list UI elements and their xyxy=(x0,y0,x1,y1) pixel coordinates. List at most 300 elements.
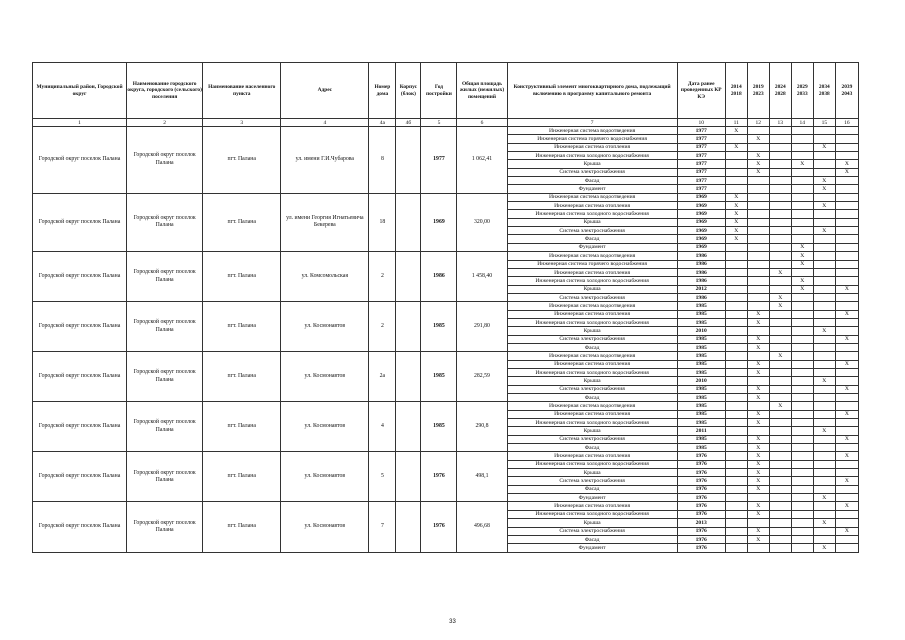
previous-repair-date-cell: 1976 xyxy=(677,452,725,460)
header-area: Общая площадь жилых (нежилых) помещений xyxy=(457,63,507,119)
period-mark-cell xyxy=(769,385,791,393)
period-mark-cell: X xyxy=(835,335,858,343)
period-mark-cell xyxy=(769,135,791,143)
period-mark-cell xyxy=(813,535,835,543)
structural-element-cell: Инженерная система отопления xyxy=(507,268,677,276)
period-mark-cell xyxy=(747,143,769,151)
period-mark-cell xyxy=(791,485,813,493)
period-mark-cell xyxy=(813,444,835,452)
district-cell: Городской округ поселок Палана xyxy=(33,252,127,302)
previous-repair-date-cell: 1976 xyxy=(677,460,725,468)
previous-repair-date-cell: 1986 xyxy=(677,252,725,260)
structural-element-cell: Инженерная система отопления xyxy=(507,360,677,368)
period-mark-cell xyxy=(835,277,858,285)
period-mark-cell xyxy=(791,210,813,218)
period-mark-cell xyxy=(835,127,858,135)
period-mark-cell xyxy=(747,519,769,527)
period-mark-cell xyxy=(791,419,813,427)
period-mark-cell: X xyxy=(747,360,769,368)
period-mark-cell xyxy=(813,419,835,427)
period-mark-cell: X xyxy=(813,544,835,552)
period-mark-cell: X xyxy=(747,135,769,143)
structural-element-cell: Инженерная система холодного водоснабжения xyxy=(507,277,677,285)
structural-element-cell: Фундамент xyxy=(507,544,677,552)
locality-cell: пгт. Палана xyxy=(203,502,281,552)
period-mark-cell xyxy=(769,452,791,460)
period-mark-cell: X xyxy=(747,435,769,443)
table-row xyxy=(33,402,859,410)
period-mark-cell: X xyxy=(835,385,858,393)
period-mark-cell xyxy=(813,193,835,201)
period-mark-cell xyxy=(791,460,813,468)
period-mark-cell xyxy=(769,335,791,343)
block-cell xyxy=(396,127,421,194)
previous-repair-date-cell: 1977 xyxy=(677,160,725,168)
previous-repair-date-cell: 1985 xyxy=(677,394,725,402)
period-mark-cell: X xyxy=(813,185,835,193)
column-number: 4б xyxy=(396,119,421,127)
column-number: 4а xyxy=(369,119,396,127)
period-mark-cell xyxy=(813,235,835,243)
period-mark-cell: X xyxy=(725,210,747,218)
period-mark-cell xyxy=(835,227,858,235)
period-mark-cell xyxy=(791,477,813,485)
period-mark-cell xyxy=(769,243,791,251)
period-mark-cell xyxy=(769,494,791,502)
previous-repair-date-cell: 1976 xyxy=(677,502,725,510)
header-structural-element: Конструктивный элемент многоквартирного дома, подлежащий включению в программу капитального ремонта xyxy=(507,63,677,119)
period-mark-cell xyxy=(791,360,813,368)
header-period-2: 2019 2023 xyxy=(747,63,769,119)
period-mark-cell xyxy=(813,268,835,276)
period-mark-cell xyxy=(725,435,747,443)
capital-repair-program-sheet xyxy=(32,62,859,553)
period-mark-cell xyxy=(769,510,791,518)
previous-repair-date-cell: 1977 xyxy=(677,135,725,143)
period-mark-cell xyxy=(747,243,769,251)
period-mark-cell xyxy=(835,494,858,502)
period-mark-cell: X xyxy=(747,477,769,485)
period-mark-cell xyxy=(791,527,813,535)
period-mark-cell xyxy=(747,177,769,185)
house-number-cell: 4 xyxy=(369,402,396,452)
period-mark-cell xyxy=(813,135,835,143)
previous-repair-date-cell: 1969 xyxy=(677,202,725,210)
period-mark-cell: X xyxy=(835,502,858,510)
period-mark-cell xyxy=(769,143,791,151)
previous-repair-date-cell: 1985 xyxy=(677,360,725,368)
period-mark-cell xyxy=(747,260,769,268)
period-mark-cell xyxy=(835,444,858,452)
period-mark-cell xyxy=(769,502,791,510)
period-mark-cell: X xyxy=(725,193,747,201)
period-mark-cell xyxy=(725,452,747,460)
period-mark-cell xyxy=(769,469,791,477)
previous-repair-date-cell: 2012 xyxy=(677,285,725,293)
period-mark-cell xyxy=(725,168,747,176)
previous-repair-date-cell: 1986 xyxy=(677,268,725,276)
period-mark-cell xyxy=(769,177,791,185)
previous-repair-date-cell: 1985 xyxy=(677,343,725,351)
period-mark-cell xyxy=(725,243,747,251)
structural-element-cell: Инженерная система водоотведения xyxy=(507,352,677,360)
period-mark-cell xyxy=(791,519,813,527)
structural-element-cell: Инженерная система отопления xyxy=(507,310,677,318)
previous-repair-date-cell: 1976 xyxy=(677,544,725,552)
period-mark-cell xyxy=(813,218,835,226)
period-mark-cell xyxy=(747,268,769,276)
locality-cell: пгт. Палана xyxy=(203,452,281,502)
period-mark-cell: X xyxy=(813,227,835,235)
block-cell xyxy=(396,452,421,502)
period-mark-cell: X xyxy=(813,494,835,502)
previous-repair-date-cell: 1985 xyxy=(677,302,725,310)
period-mark-cell xyxy=(835,293,858,301)
period-mark-cell xyxy=(835,243,858,251)
district-cell: Городской округ поселок Палана xyxy=(33,193,127,251)
table-header xyxy=(33,63,859,127)
period-mark-cell xyxy=(747,377,769,385)
settlement-cell: Городской округ поселок Палана xyxy=(127,127,203,194)
period-mark-cell xyxy=(791,127,813,135)
period-mark-cell xyxy=(813,469,835,477)
period-mark-cell xyxy=(725,252,747,260)
period-mark-cell xyxy=(791,494,813,502)
period-mark-cell xyxy=(769,152,791,160)
period-mark-cell xyxy=(813,335,835,343)
period-mark-cell xyxy=(791,394,813,402)
column-number: 5 xyxy=(421,119,457,127)
period-mark-cell xyxy=(791,410,813,418)
period-mark-cell xyxy=(747,427,769,435)
period-mark-cell xyxy=(725,477,747,485)
period-mark-cell xyxy=(725,527,747,535)
structural-element-cell: Фасад xyxy=(507,343,677,351)
column-number: 13 xyxy=(769,119,791,127)
period-mark-cell xyxy=(791,310,813,318)
period-mark-cell xyxy=(769,168,791,176)
column-number: 11 xyxy=(725,119,747,127)
period-mark-cell xyxy=(835,394,858,402)
period-mark-cell xyxy=(769,260,791,268)
period-mark-cell xyxy=(835,377,858,385)
period-mark-cell: X xyxy=(725,127,747,135)
period-mark-cell xyxy=(835,135,858,143)
period-mark-cell xyxy=(791,168,813,176)
period-mark-cell xyxy=(791,193,813,201)
period-mark-cell xyxy=(769,410,791,418)
settlement-cell: Городской округ поселок Палана xyxy=(127,452,203,502)
header-district: Муниципальный район, Городской округ xyxy=(33,63,127,119)
district-cell: Городской округ поселок Палана xyxy=(33,502,127,552)
period-mark-cell xyxy=(769,544,791,552)
period-mark-cell xyxy=(769,285,791,293)
structural-element-cell: Инженерная система холодного водоснабжения xyxy=(507,368,677,376)
period-mark-cell: X xyxy=(747,410,769,418)
build-year-cell: 1985 xyxy=(421,302,457,352)
period-mark-cell: X xyxy=(747,160,769,168)
period-mark-cell: X xyxy=(835,360,858,368)
address-cell: ул. Космонавтов xyxy=(281,302,369,352)
area-cell: 1 458,40 xyxy=(457,252,507,302)
period-mark-cell xyxy=(769,318,791,326)
period-mark-cell xyxy=(791,318,813,326)
period-mark-cell xyxy=(725,469,747,477)
period-mark-cell xyxy=(813,310,835,318)
period-mark-cell xyxy=(835,510,858,518)
column-number: 7 xyxy=(507,119,677,127)
period-mark-cell xyxy=(769,377,791,385)
period-mark-cell: X xyxy=(747,485,769,493)
table-row xyxy=(33,452,859,460)
settlement-cell: Городской округ поселок Палана xyxy=(127,302,203,352)
previous-repair-date-cell: 2011 xyxy=(677,427,725,435)
period-mark-cell xyxy=(725,444,747,452)
period-mark-cell xyxy=(813,260,835,268)
period-mark-cell xyxy=(725,268,747,276)
previous-repair-date-cell: 1976 xyxy=(677,527,725,535)
period-mark-cell xyxy=(813,285,835,293)
previous-repair-date-cell: 1977 xyxy=(677,127,725,135)
period-mark-cell xyxy=(835,535,858,543)
period-mark-cell xyxy=(791,235,813,243)
address-cell: ул. Космонавтов xyxy=(281,452,369,502)
structural-element-cell: Фундамент xyxy=(507,243,677,251)
header-previous-repair-date: Дата ранее проведенных КР КЭ xyxy=(677,63,725,119)
period-mark-cell xyxy=(835,318,858,326)
period-mark-cell xyxy=(813,352,835,360)
period-mark-cell xyxy=(813,410,835,418)
table-row xyxy=(33,502,859,510)
period-mark-cell: X xyxy=(747,385,769,393)
previous-repair-date-cell: 1985 xyxy=(677,352,725,360)
structural-element-cell: Фасад xyxy=(507,444,677,452)
period-mark-cell xyxy=(791,202,813,210)
period-mark-cell xyxy=(813,252,835,260)
previous-repair-date-cell: 1977 xyxy=(677,168,725,176)
header-house-number: Номер дома xyxy=(369,63,396,119)
period-mark-cell xyxy=(725,535,747,543)
period-mark-cell xyxy=(747,327,769,335)
structural-element-cell: Система электроснабжения xyxy=(507,385,677,393)
header-period-3: 2024 2028 xyxy=(769,63,791,119)
period-mark-cell xyxy=(725,293,747,301)
structural-element-cell: Инженерная система водоотведения xyxy=(507,252,677,260)
period-mark-cell xyxy=(725,427,747,435)
period-mark-cell xyxy=(835,544,858,552)
period-mark-cell xyxy=(813,210,835,218)
settlement-cell: Городской округ поселок Палана xyxy=(127,502,203,552)
structural-element-cell: Фундамент xyxy=(507,494,677,502)
header-address: Адрес xyxy=(281,63,369,119)
period-mark-cell xyxy=(791,302,813,310)
period-mark-cell xyxy=(725,377,747,385)
period-mark-cell: X xyxy=(747,419,769,427)
period-mark-cell xyxy=(791,218,813,226)
period-mark-cell xyxy=(725,419,747,427)
period-mark-cell xyxy=(835,235,858,243)
period-mark-cell xyxy=(791,327,813,335)
period-mark-cell xyxy=(725,343,747,351)
previous-repair-date-cell: 1977 xyxy=(677,177,725,185)
column-number: 10 xyxy=(677,119,725,127)
period-mark-cell: X xyxy=(747,335,769,343)
period-mark-cell xyxy=(813,385,835,393)
area-cell: 496,68 xyxy=(457,502,507,552)
period-mark-cell: X xyxy=(813,327,835,335)
period-mark-cell xyxy=(769,277,791,285)
previous-repair-date-cell: 1986 xyxy=(677,260,725,268)
period-mark-cell xyxy=(725,402,747,410)
previous-repair-date-cell: 1985 xyxy=(677,402,725,410)
period-mark-cell: X xyxy=(747,460,769,468)
period-mark-cell xyxy=(813,527,835,535)
previous-repair-date-cell: 2010 xyxy=(677,327,725,335)
address-cell: ул. имени Г.И.Чубарова xyxy=(281,127,369,194)
table-row xyxy=(33,252,859,260)
period-mark-cell xyxy=(747,293,769,301)
period-mark-cell xyxy=(791,352,813,360)
block-cell xyxy=(396,252,421,302)
period-mark-cell xyxy=(769,218,791,226)
locality-cell: пгт. Палана xyxy=(203,127,281,194)
period-mark-cell xyxy=(769,360,791,368)
locality-cell: пгт. Палана xyxy=(203,193,281,251)
period-mark-cell xyxy=(725,544,747,552)
period-mark-cell: X xyxy=(747,168,769,176)
column-number-row xyxy=(33,119,859,127)
period-mark-cell xyxy=(813,368,835,376)
period-mark-cell xyxy=(791,335,813,343)
locality-cell: пгт. Палана xyxy=(203,302,281,352)
house-number-cell: 2 xyxy=(369,252,396,302)
settlement-cell: Городской округ поселок Палана xyxy=(127,402,203,452)
period-mark-cell: X xyxy=(835,527,858,535)
build-year-cell: 1969 xyxy=(421,193,457,251)
period-mark-cell xyxy=(791,185,813,193)
area-cell: 1 062,41 xyxy=(457,127,507,194)
period-mark-cell xyxy=(791,502,813,510)
period-mark-cell xyxy=(747,252,769,260)
period-mark-cell xyxy=(813,360,835,368)
settlement-cell: Городской округ поселок Палана xyxy=(127,252,203,302)
structural-element-cell: Система электроснабжения xyxy=(507,435,677,443)
period-mark-cell xyxy=(835,177,858,185)
header-locality: Наименование населенного пункта xyxy=(203,63,281,119)
period-mark-cell xyxy=(769,193,791,201)
structural-element-cell: Система электроснабжения xyxy=(507,293,677,301)
period-mark-cell xyxy=(747,202,769,210)
period-mark-cell xyxy=(813,485,835,493)
previous-repair-date-cell: 2010 xyxy=(677,377,725,385)
build-year-cell: 1986 xyxy=(421,252,457,302)
structural-element-cell: Инженерная система горячего водоснабжения xyxy=(507,260,677,268)
period-mark-cell xyxy=(835,368,858,376)
previous-repair-date-cell: 1977 xyxy=(677,152,725,160)
period-mark-cell: X xyxy=(835,160,858,168)
period-mark-cell: X xyxy=(725,218,747,226)
period-mark-cell xyxy=(791,268,813,276)
period-mark-cell xyxy=(791,377,813,385)
district-cell: Городской округ поселок Палана xyxy=(33,452,127,502)
period-mark-cell xyxy=(769,527,791,535)
area-cell: 282,59 xyxy=(457,352,507,402)
period-mark-cell xyxy=(791,152,813,160)
period-mark-cell xyxy=(835,268,858,276)
structural-element-cell: Инженерная система водоотведения xyxy=(507,302,677,310)
period-mark-cell xyxy=(835,302,858,310)
period-mark-cell xyxy=(791,143,813,151)
period-mark-cell xyxy=(769,127,791,135)
period-mark-cell xyxy=(835,419,858,427)
previous-repair-date-cell: 1969 xyxy=(677,243,725,251)
table-row xyxy=(33,302,859,310)
period-mark-cell xyxy=(835,193,858,201)
structural-element-cell: Система электроснабжения xyxy=(507,477,677,485)
period-mark-cell xyxy=(725,285,747,293)
period-mark-cell xyxy=(835,327,858,335)
period-mark-cell xyxy=(791,435,813,443)
period-mark-cell xyxy=(747,302,769,310)
period-mark-cell: X xyxy=(747,535,769,543)
address-cell: ул. имени Георгия Игнатьевича Бекерева xyxy=(281,193,369,251)
build-year-cell: 1977 xyxy=(421,127,457,194)
period-mark-cell xyxy=(725,185,747,193)
period-mark-cell xyxy=(769,252,791,260)
period-mark-cell: X xyxy=(747,368,769,376)
period-mark-cell xyxy=(835,152,858,160)
settlement-cell: Городской округ поселок Палана xyxy=(127,352,203,402)
previous-repair-date-cell: 1969 xyxy=(677,210,725,218)
period-mark-cell xyxy=(725,135,747,143)
period-mark-cell xyxy=(769,535,791,543)
structural-element-cell: Крыша xyxy=(507,160,677,168)
structural-element-cell: Система электроснабжения xyxy=(507,335,677,343)
previous-repair-date-cell: 1985 xyxy=(677,385,725,393)
previous-repair-date-cell: 1985 xyxy=(677,368,725,376)
previous-repair-date-cell: 1977 xyxy=(677,143,725,151)
period-mark-cell: X xyxy=(791,277,813,285)
period-mark-cell: X xyxy=(835,285,858,293)
period-mark-cell xyxy=(747,285,769,293)
table-body xyxy=(33,127,859,553)
structural-element-cell: Фундамент xyxy=(507,185,677,193)
column-number: 3 xyxy=(203,119,281,127)
period-mark-cell xyxy=(813,168,835,176)
house-number-cell: 7 xyxy=(369,502,396,552)
period-mark-cell xyxy=(791,469,813,477)
structural-element-cell: Фасад xyxy=(507,535,677,543)
structural-element-cell: Инженерная система отопления xyxy=(507,143,677,151)
table-row xyxy=(33,127,859,135)
period-mark-cell xyxy=(813,343,835,351)
structural-element-cell: Система электроснабжения xyxy=(507,227,677,235)
period-mark-cell xyxy=(725,494,747,502)
structural-element-cell: Инженерная система водоотведения xyxy=(507,402,677,410)
previous-repair-date-cell: 1985 xyxy=(677,444,725,452)
address-cell: ул. Космонавтов xyxy=(281,402,369,452)
block-cell xyxy=(396,352,421,402)
previous-repair-date-cell: 1985 xyxy=(677,310,725,318)
previous-repair-date-cell: 1977 xyxy=(677,185,725,193)
structural-element-cell: Инженерная система холодного водоснабжения xyxy=(507,460,677,468)
period-mark-cell: X xyxy=(813,143,835,151)
header-period-5: 2034 2038 xyxy=(813,63,835,119)
previous-repair-date-cell: 1976 xyxy=(677,535,725,543)
structural-element-cell: Инженерная система отопления xyxy=(507,410,677,418)
district-cell: Городской округ поселок Палана xyxy=(33,302,127,352)
build-year-cell: 1976 xyxy=(421,502,457,552)
